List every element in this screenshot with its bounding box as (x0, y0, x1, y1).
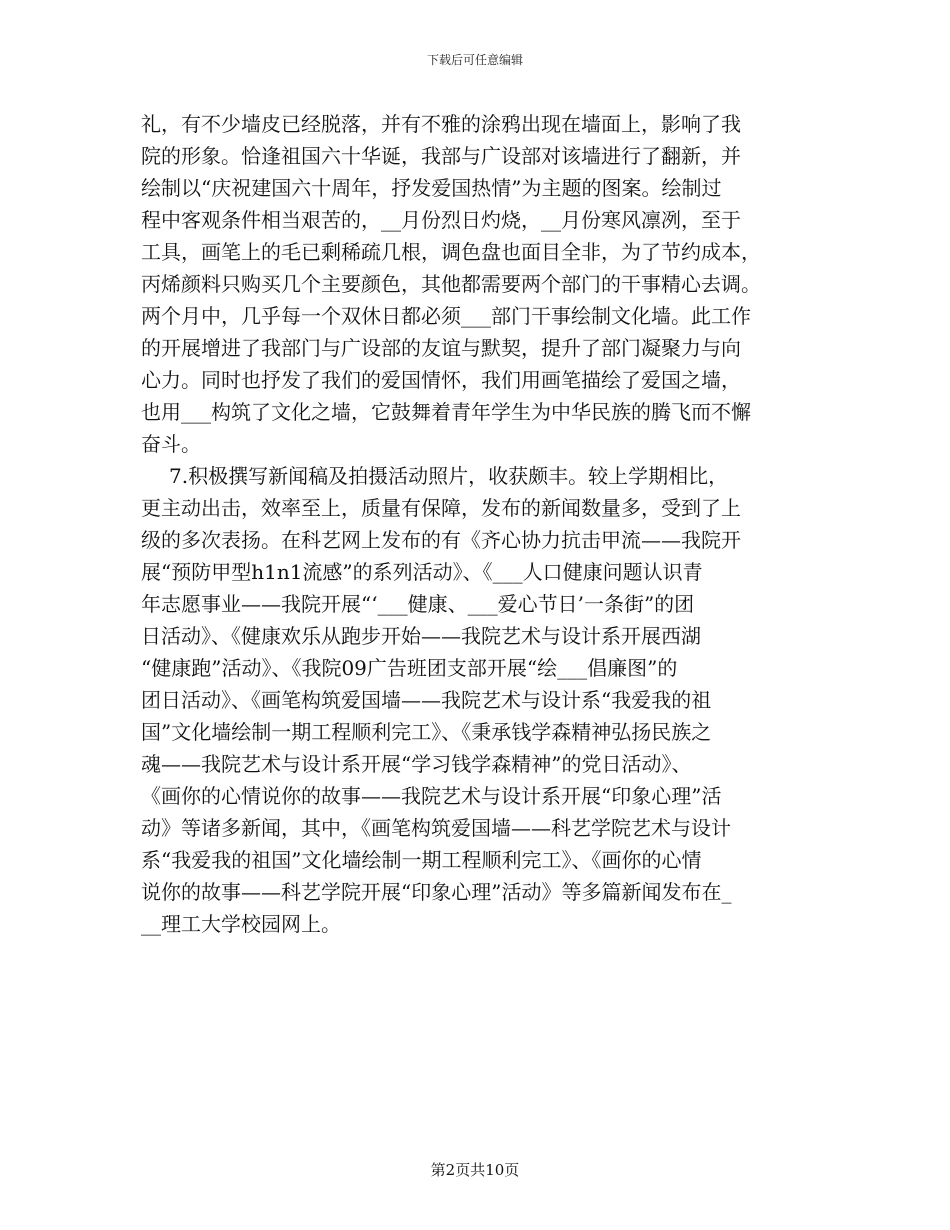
text-line: 级的多次表扬。在科艺网上发布的有《齐心协力抗击甲流——我院开 (141, 528, 741, 552)
text-line: 展“预防甲型h1n1流感”的系列活动》、《___人口健康问题认识青 (141, 560, 703, 584)
text-line: 的开展增进了我部门与广设部的友谊与默契，提升了部门凝聚力与向 (141, 336, 741, 360)
text-line: 说你的故事——科艺学院开展“印象心理”活动》等多篇新闻发布在_ (141, 880, 732, 904)
page-header: 下载后可任意编辑 (426, 53, 523, 67)
paragraph-news-writing (141, 460, 809, 940)
text-line: 系“我爱我的祖国”文化墙绘制一期工程顺利完工》、《画你的心情 (141, 848, 702, 872)
page-number-footer: 第2页共10页 (430, 1161, 520, 1179)
text-line: 礼，有不少墙皮已经脱落，并有不雅的涂鸦出现在墙面上，影响了我 (141, 112, 741, 136)
text-line: 绘制以“庆祝建国六十周年，抒发爱国热情”为主题的图案。绘制过 (141, 176, 722, 200)
paragraph-wall-painting (141, 108, 809, 460)
text-line: 院的形象。恰逢祖国六十华诞，我部与广设部对该墙进行了翻新，并 (141, 144, 741, 168)
text-line: 丙烯颜料只购买几个主要颜色，其他都需要两个部门的干事精心去调。 (141, 272, 761, 296)
text-line: 心力。同时也抒发了我们的爱国情怀，我们用画笔描绘了爱国之墙， (141, 368, 741, 392)
text-line: 也用___构筑了文化之墙，它鼓舞着青年学生为中华民族的腾飞而不懈 (141, 400, 751, 424)
document-body (141, 108, 809, 940)
text-line: 魂——我院艺术与设计系开展“学习钱学森精神”的党日活动》、 (141, 752, 692, 776)
text-line: 两个月中，几乎每一个双休日都必须___部门干事绘制文化墙。此工作 (141, 304, 751, 328)
text-line: 年志愿事业——我院开展“‘___健康、___爱心节日’一条街”的团 (141, 592, 695, 616)
text-line: 国”文化墙绘制一期工程顺利完工》、《秉承钱学森精神弘扬民族之 (141, 720, 712, 744)
text-line: 日活动》、《健康欢乐从跑步开始——我院艺术与设计系开展西湖 (141, 624, 701, 648)
text-line: 更主动出击，效率至上，质量有保障，发布的新闻数量多，受到了上 (141, 496, 741, 520)
text-line: __理工大学校园网上。 (141, 912, 341, 936)
text-line: 《画你的心情说你的故事——我院艺术与设计系开展“印象心理”活 (141, 784, 722, 808)
text-line: 团日活动》、《画笔构筑爱国墙——我院艺术与设计系“我爱我的祖 (141, 688, 712, 712)
text-line: “健康跑”活动》、《我院09广告班团支部开展“绘___倡廉图”的 (141, 656, 678, 680)
text-line: 7.积极撰写新闻稿及拍摄活动照片，收获颇丰。较上学期相比， (169, 464, 729, 488)
text-line: 奋斗。 (141, 432, 201, 456)
text-line: 动》等诸多新闻，其中，《画笔构筑爱国墙——科艺学院艺术与设计 (141, 816, 731, 840)
text-line: 工具，画笔上的毛已剩稀疏几根，调色盘也面目全非，为了节约成本， (141, 240, 761, 264)
text-line: 程中客观条件相当艰苦的，__月份烈日灼烧，__月份寒风凛冽，至于 (141, 208, 741, 232)
